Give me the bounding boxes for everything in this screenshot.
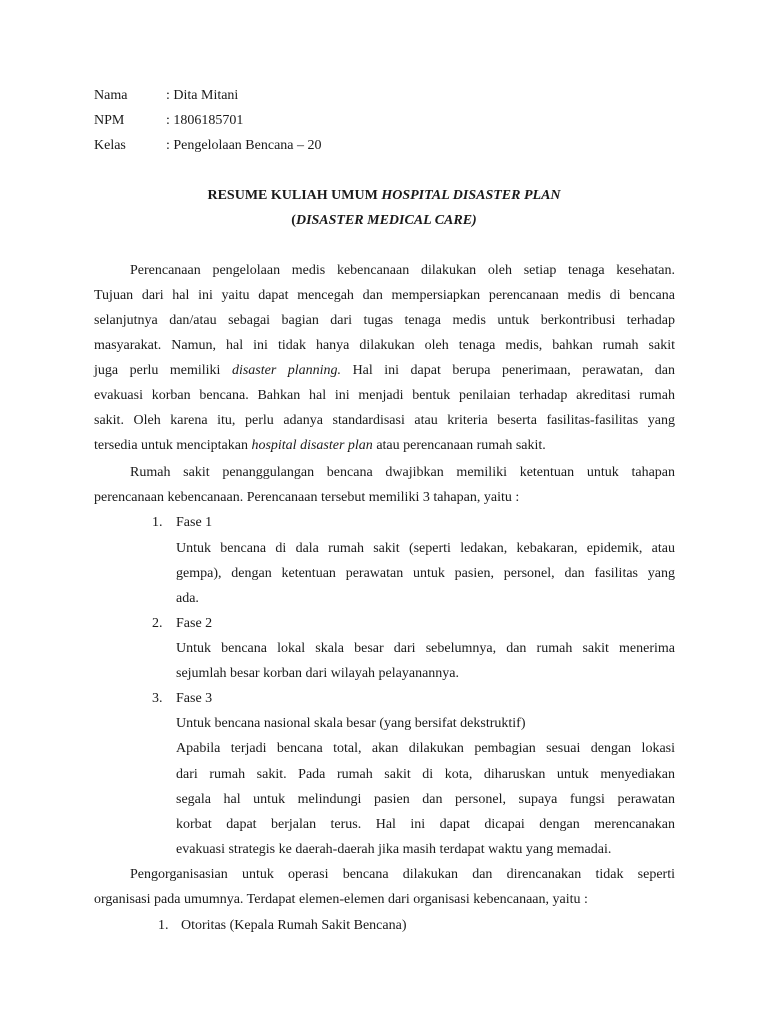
fase-title: Fase 3: [176, 691, 213, 706]
npm-value: : 1806185701: [166, 113, 244, 128]
fase-line: Untuk bencana lokal skala besar dari sebelumnya, dan rumah sakit menerima: [176, 641, 675, 656]
fase-line: Untuk bencana di dala rumah sakit (seperti ledakan, kebakaran, epidemik, atau: [176, 541, 675, 556]
title-italic: HOSPITAL DISASTER PLAN: [381, 188, 561, 203]
para1-line: Tujuan dari hal ini yaitu dapat mencegah dan mempersiapkan perencanaan medis di bencana: [94, 288, 675, 303]
org-item: Otoritas (Kepala Rumah Sakit Bencana): [181, 918, 407, 933]
para1-line: tersedia untuk menciptakan hospital disaster plan atau perencanaan rumah sakit.: [94, 438, 546, 453]
para1-line: selanjutnya dan/atau sebagai bagian dari tugas tenaga medis untuk berkontribusi terhadap: [94, 313, 675, 328]
fase-line: ada.: [176, 591, 199, 606]
fase-line: segala hal untuk melindungi pasien dan personel, supaya fungsi perawatan: [176, 792, 675, 807]
para2-line: perencanaan kebencanaan. Perencanaan tersebut memiliki 3 tahapan, yaitu :: [94, 490, 520, 505]
document-title: [0, 188, 768, 204]
para1-line: evakuasi korban bencana. Bahkan hal ini menjadi bentuk penilaian terhadap akreditasi rumah: [94, 388, 675, 403]
italic-term: disaster planning.: [231, 363, 342, 378]
kelas-value: : Pengelolaan Bencana – 20: [166, 138, 322, 153]
list-number: 1.: [152, 515, 163, 530]
nama-value: : Dita Mitani: [166, 88, 239, 103]
subtitle-paren: (: [291, 213, 296, 228]
nama-label: Nama: [94, 88, 128, 103]
para1-line: sakit. Oleh karena itu, perlu adanya standardisasi atau kriteria beserta fasilitas-fasilitas yang: [94, 413, 675, 428]
fase-title: Fase 2: [176, 616, 213, 631]
fase-line: Apabila terjadi bencana total, akan dilakukan pembagian sesuai dengan lokasi: [176, 741, 675, 756]
fase-title: Fase 1: [176, 515, 213, 530]
fase-line: gempa), dengan ketentuan perawatan untuk pasien, personel, dan fasilitas yang: [176, 566, 675, 581]
para3-line: Pengorganisasian untuk operasi bencana dilakukan dan direncanakan tidak seperti: [130, 867, 675, 882]
para2-line: Rumah sakit penanggulangan bencana dwajibkan memiliki ketentuan untuk tahapan: [130, 465, 675, 480]
list-number: 1.: [158, 918, 169, 933]
kelas-label: Kelas: [94, 138, 126, 153]
para3-line: organisasi pada umumnya. Terdapat elemen-elemen dari organisasi kebencanaan, yaitu :: [94, 892, 588, 907]
fase-line: dari rumah sakit. Pada rumah sakit di kota, diharuskan untuk menyediakan: [176, 767, 675, 782]
npm-label: NPM: [94, 113, 125, 128]
fase-line: evakuasi strategis ke daerah-daerah jika masih terdapat waktu yang memadai.: [176, 842, 612, 857]
para1-line: Perencanaan pengelolaan medis kebencanaan dilakukan oleh setiap tenaga kesehatan.: [130, 263, 675, 278]
document-subtitle: [0, 213, 768, 229]
fase-line: sejumlah besar korban dari wilayah pelayanannya.: [176, 666, 460, 681]
italic-term: hospital disaster plan: [251, 438, 373, 453]
title-plain: RESUME KULIAH UMUM: [207, 188, 382, 203]
para1-line: masyarakat. Namun, hal ini tidak hanya dilakukan oleh tenaga medis, bahkan rumah sakit: [94, 338, 675, 353]
list-number: 3.: [152, 691, 163, 706]
subtitle-italic: DISASTER MEDICAL CARE): [295, 213, 477, 228]
fase-line: Untuk bencana nasional skala besar (yang bersifat dekstruktif): [176, 716, 526, 731]
fase-line: korbat dapat berjalan terus. Hal ini dapat dicapai dengan merencanakan: [176, 817, 675, 832]
para1-line: juga perlu memiliki disaster planning. Hal ini dapat berupa penerimaan, perawatan, dan: [94, 363, 676, 378]
list-number: 2.: [152, 616, 163, 631]
